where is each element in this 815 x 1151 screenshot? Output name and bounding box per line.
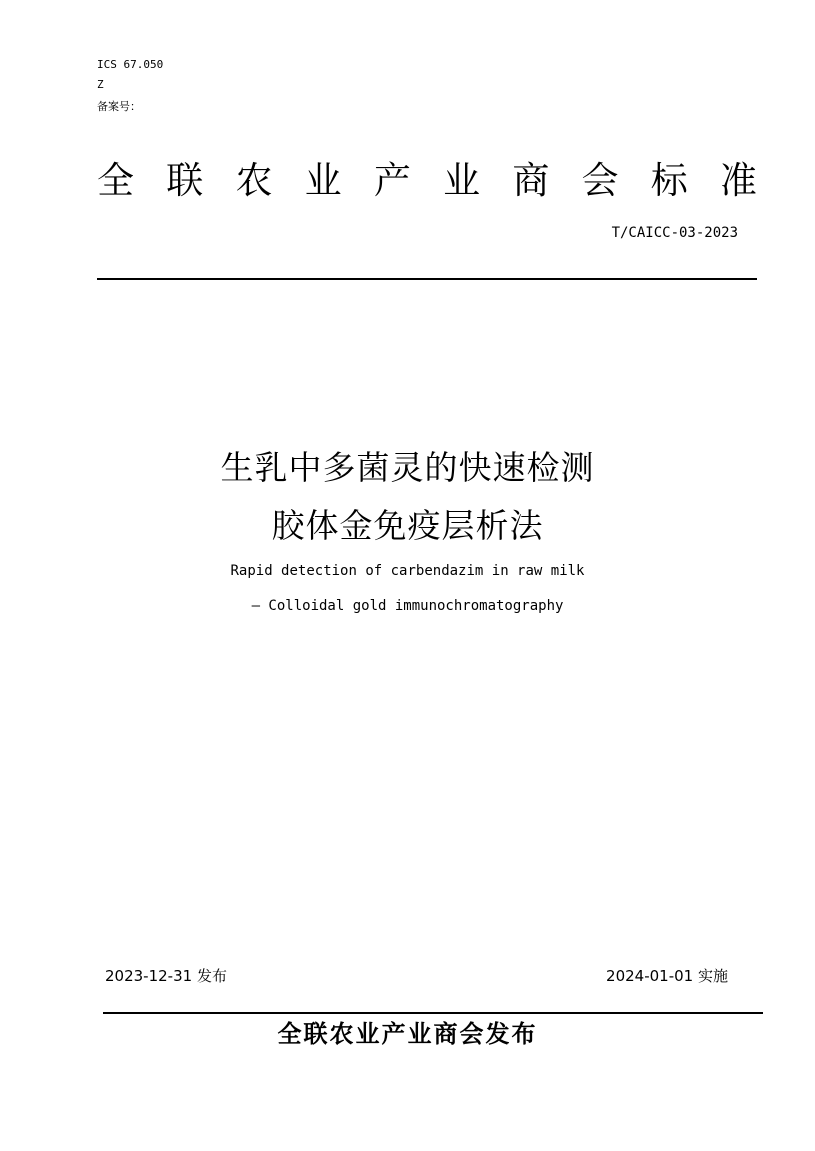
publisher-line: 全联农业产业商会发布 xyxy=(277,1019,538,1048)
org-title-char: 业 xyxy=(304,159,342,202)
org-title-char: 业 xyxy=(443,159,481,202)
bottom-divider xyxy=(103,1012,763,1014)
org-title-char: 产 xyxy=(373,159,411,202)
org-title-char: 准 xyxy=(719,159,757,202)
standard-code: T/CAICC-03-2023 xyxy=(611,225,738,241)
org-title-char: 会 xyxy=(581,159,619,202)
org-title-char: 标 xyxy=(650,159,688,202)
standard-org-title xyxy=(97,157,757,205)
en-title-line-2: — Colloidal gold immunochromatography xyxy=(251,598,564,614)
implement-date: 2024-01-01 实施 xyxy=(606,967,728,985)
publish-date: 2023-12-31 发布 xyxy=(105,967,227,985)
top-divider xyxy=(97,278,757,280)
record-number-label: 备案号： xyxy=(97,100,141,113)
org-title-char: 全 xyxy=(97,159,134,202)
org-title-char: 商 xyxy=(512,159,550,202)
en-title-line-1: Rapid detection of carbendazim in raw milk xyxy=(230,563,585,579)
org-title-char: 农 xyxy=(235,159,273,202)
ics-number: ICS 67.050 xyxy=(97,58,164,71)
cn-title-line-1: 生乳中多菌灵的快速检测 xyxy=(220,448,595,487)
org-title-char: 联 xyxy=(166,159,204,202)
classification-code: Z xyxy=(97,78,104,91)
cn-title-line-2: 胶体金免疫层析法 xyxy=(271,506,544,545)
